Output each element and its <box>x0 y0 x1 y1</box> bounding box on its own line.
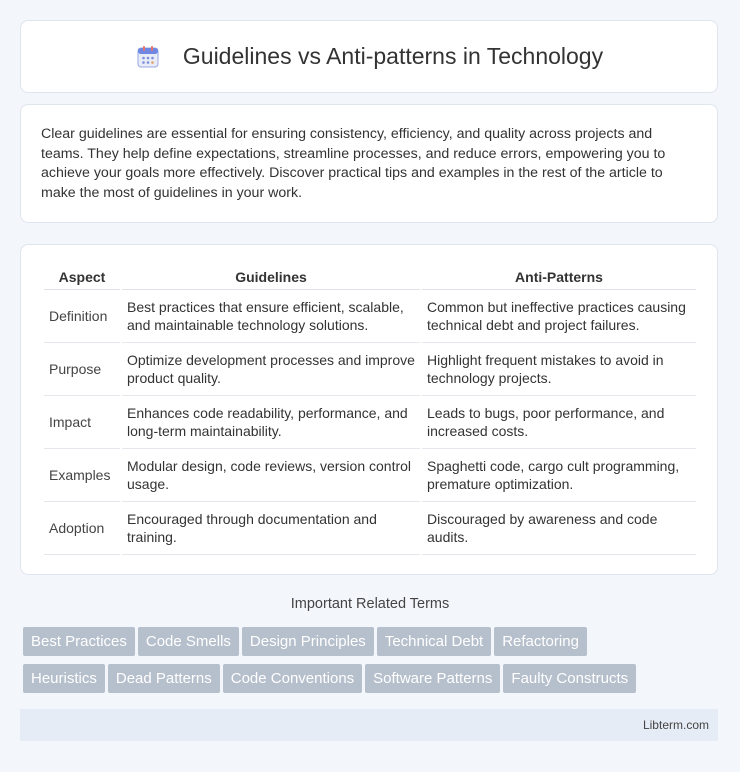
title-card <box>20 20 718 93</box>
related-term-tag[interactable]: Code Smells <box>138 627 239 656</box>
row-aspect: Examples <box>44 449 120 502</box>
row-aspect: Adoption <box>44 502 120 555</box>
row-aspect: Impact <box>44 396 120 449</box>
related-term-tag[interactable]: Code Conventions <box>223 664 362 693</box>
table-row <box>44 343 696 396</box>
related-terms-title: Important Related Terms <box>290 596 450 612</box>
table-row <box>44 396 696 449</box>
row-guideline: Enhances code readability, performance, and long-term maintainability. <box>122 396 420 449</box>
page-title-text: Guidelines vs Anti-patterns in Technology <box>182 43 604 69</box>
row-aspect: Purpose <box>44 343 120 396</box>
related-term-tag[interactable]: Heuristics <box>23 664 105 693</box>
row-anti-pattern: Highlight frequent mistakes to avoid in technology projects. <box>422 343 696 396</box>
row-guideline: Best practices that ensure efficient, scalable, and maintainable technology solutions. <box>122 290 420 343</box>
related-term-tag[interactable]: Design Principles <box>242 627 374 656</box>
row-anti-pattern: Leads to bugs, poor performance, and increased costs. <box>422 396 696 449</box>
row-anti-pattern: Common but ineffective practices causing technical debt and project failures. <box>422 290 696 343</box>
related-term-tag[interactable]: Technical Debt <box>377 627 491 656</box>
table-row <box>44 449 696 502</box>
related-term-tag[interactable]: Refactoring <box>494 627 587 656</box>
intro-card <box>20 104 718 223</box>
footer <box>20 709 718 741</box>
related-term-tag[interactable]: Faulty Constructs <box>503 664 636 693</box>
row-anti-pattern: Spaghetti code, cargo cult programming, premature optimization. <box>422 449 696 502</box>
page-title <box>135 43 603 70</box>
row-guideline: Encouraged through documentation and training. <box>122 502 420 555</box>
header-anti-patterns: Anti-Patterns <box>422 263 696 290</box>
footer-site-link[interactable]: Libterm.com <box>642 718 709 732</box>
header-guidelines: Guidelines <box>122 263 420 290</box>
related-term-tag[interactable]: Best Practices <box>23 627 135 656</box>
comparison-card <box>20 244 718 575</box>
related-terms-list <box>23 627 723 701</box>
related-term-tag[interactable]: Dead Patterns <box>108 664 220 693</box>
row-guideline: Modular design, code reviews, version control usage. <box>122 449 420 502</box>
row-aspect: Definition <box>44 290 120 343</box>
related-term-tag[interactable]: Software Patterns <box>365 664 500 693</box>
table-header-row <box>44 263 696 290</box>
comparison-table <box>42 263 698 555</box>
header-aspect: Aspect <box>44 263 120 290</box>
intro-paragraph: Clear guidelines are essential for ensuring consistency, efficiency, and quality across projects and teams. They help define expectations, streamline processes, and reduce errors, empowering you to achieve your goals more effectively. Discover practical tips and examples in the rest of the article to make the most of guidelines in your work. <box>41 126 666 201</box>
table-row <box>44 502 696 555</box>
row-anti-pattern: Discouraged by awareness and code audits. <box>422 502 696 555</box>
table-row <box>44 290 696 343</box>
row-guideline: Optimize development processes and improve product quality. <box>122 343 420 396</box>
calendar-icon <box>135 44 161 70</box>
